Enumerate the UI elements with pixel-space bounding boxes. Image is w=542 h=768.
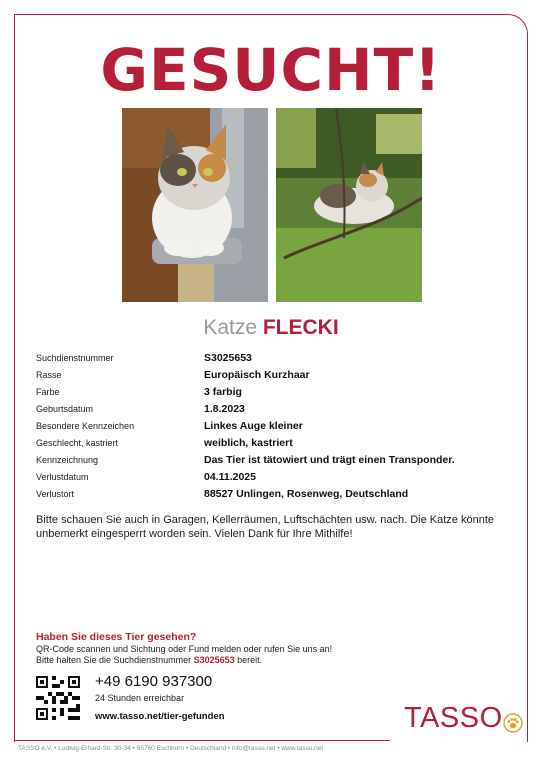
paw-icon (503, 713, 523, 733)
fact-row (36, 383, 506, 400)
fact-row (36, 349, 506, 366)
fact-row (36, 468, 506, 485)
fact-label: Geschlecht, kastriert (36, 437, 119, 448)
seen-reference-note (36, 655, 262, 665)
fact-row (36, 366, 506, 383)
pet-name: FLECKI (262, 316, 339, 339)
fact-value: Europäisch Kurzhaar (204, 368, 310, 381)
pet-species: Katze (203, 316, 258, 339)
pet-title (0, 316, 542, 340)
fact-value: weiblich, kastriert (204, 436, 293, 449)
fact-label: Geburtsdatum (36, 403, 94, 414)
headline: GESUCHT! (100, 36, 442, 104)
tasso-logo: TASSO (404, 702, 503, 734)
fact-row (36, 417, 506, 434)
fact-value: S3025653 (204, 351, 252, 364)
appeal-text (36, 513, 506, 541)
appeal-line: Bitte schauen Sie auch in Garagen, Kellerräumen, Luftschächten usw. nach. Die Katze könnte (36, 514, 494, 526)
reference-note-suffix: bereit. (234, 655, 263, 665)
qr-code[interactable] (36, 676, 80, 720)
poster-frame-bottom (14, 740, 390, 741)
fact-row (36, 400, 506, 417)
fact-row (36, 451, 506, 468)
hotline-phone[interactable]: +49 6190 937300 (95, 673, 213, 690)
seen-instructions: QR-Code scannen und Sichtung oder Fund melden oder rufen Sie uns an! (36, 644, 333, 654)
fact-value: 88527 Unlingen, Rosenweg, Deutschland (204, 487, 409, 500)
fact-label: Kennzeichnung (36, 454, 99, 465)
report-found-link[interactable]: www.tasso.net/tier-gefunden (95, 711, 225, 722)
fact-label: Verlustdatum (36, 471, 89, 482)
fact-label: Besondere Kennzeichen (36, 420, 135, 431)
reference-number: S3025653 (193, 655, 235, 665)
fact-row (36, 485, 506, 502)
fact-value: Das Tier ist tätowiert und trägt einen Transponder. (204, 453, 455, 466)
appeal-line: unbemerkt eingesperrt worden sein. Vielen Dank für Ihre Mithilfe! (36, 528, 353, 540)
fact-row (36, 434, 506, 451)
fact-value: 1.8.2023 (204, 402, 245, 415)
cat-lying-in-grass-photo (276, 108, 422, 302)
reference-note-prefix: Bitte halten Sie die Suchdienstnummer (36, 655, 194, 665)
fact-label: Rasse (36, 369, 62, 380)
fact-label: Verlustort (36, 488, 75, 499)
cat-on-scratching-post-photo (122, 108, 268, 302)
seen-heading: Haben Sie dieses Tier gesehen? (36, 631, 197, 643)
facts-table (36, 349, 506, 502)
poster-frame-left (14, 14, 15, 742)
fact-value: 04.11.2025 (204, 470, 256, 483)
fact-value: 3 farbig (204, 385, 242, 398)
fact-label: Farbe (36, 386, 60, 397)
footer-address: TASSO e.V. • Ludwig-Erhard-Str. 30-34 • 65760 Eschborn • Deutschland • info@tasso.net • www.tasso.net (18, 745, 324, 752)
hotline-hours: 24 Stunden erreichbar (95, 693, 185, 703)
fact-label: Suchdienstnummer (36, 352, 114, 363)
fact-value: Linkes Auge kleiner (204, 419, 303, 432)
